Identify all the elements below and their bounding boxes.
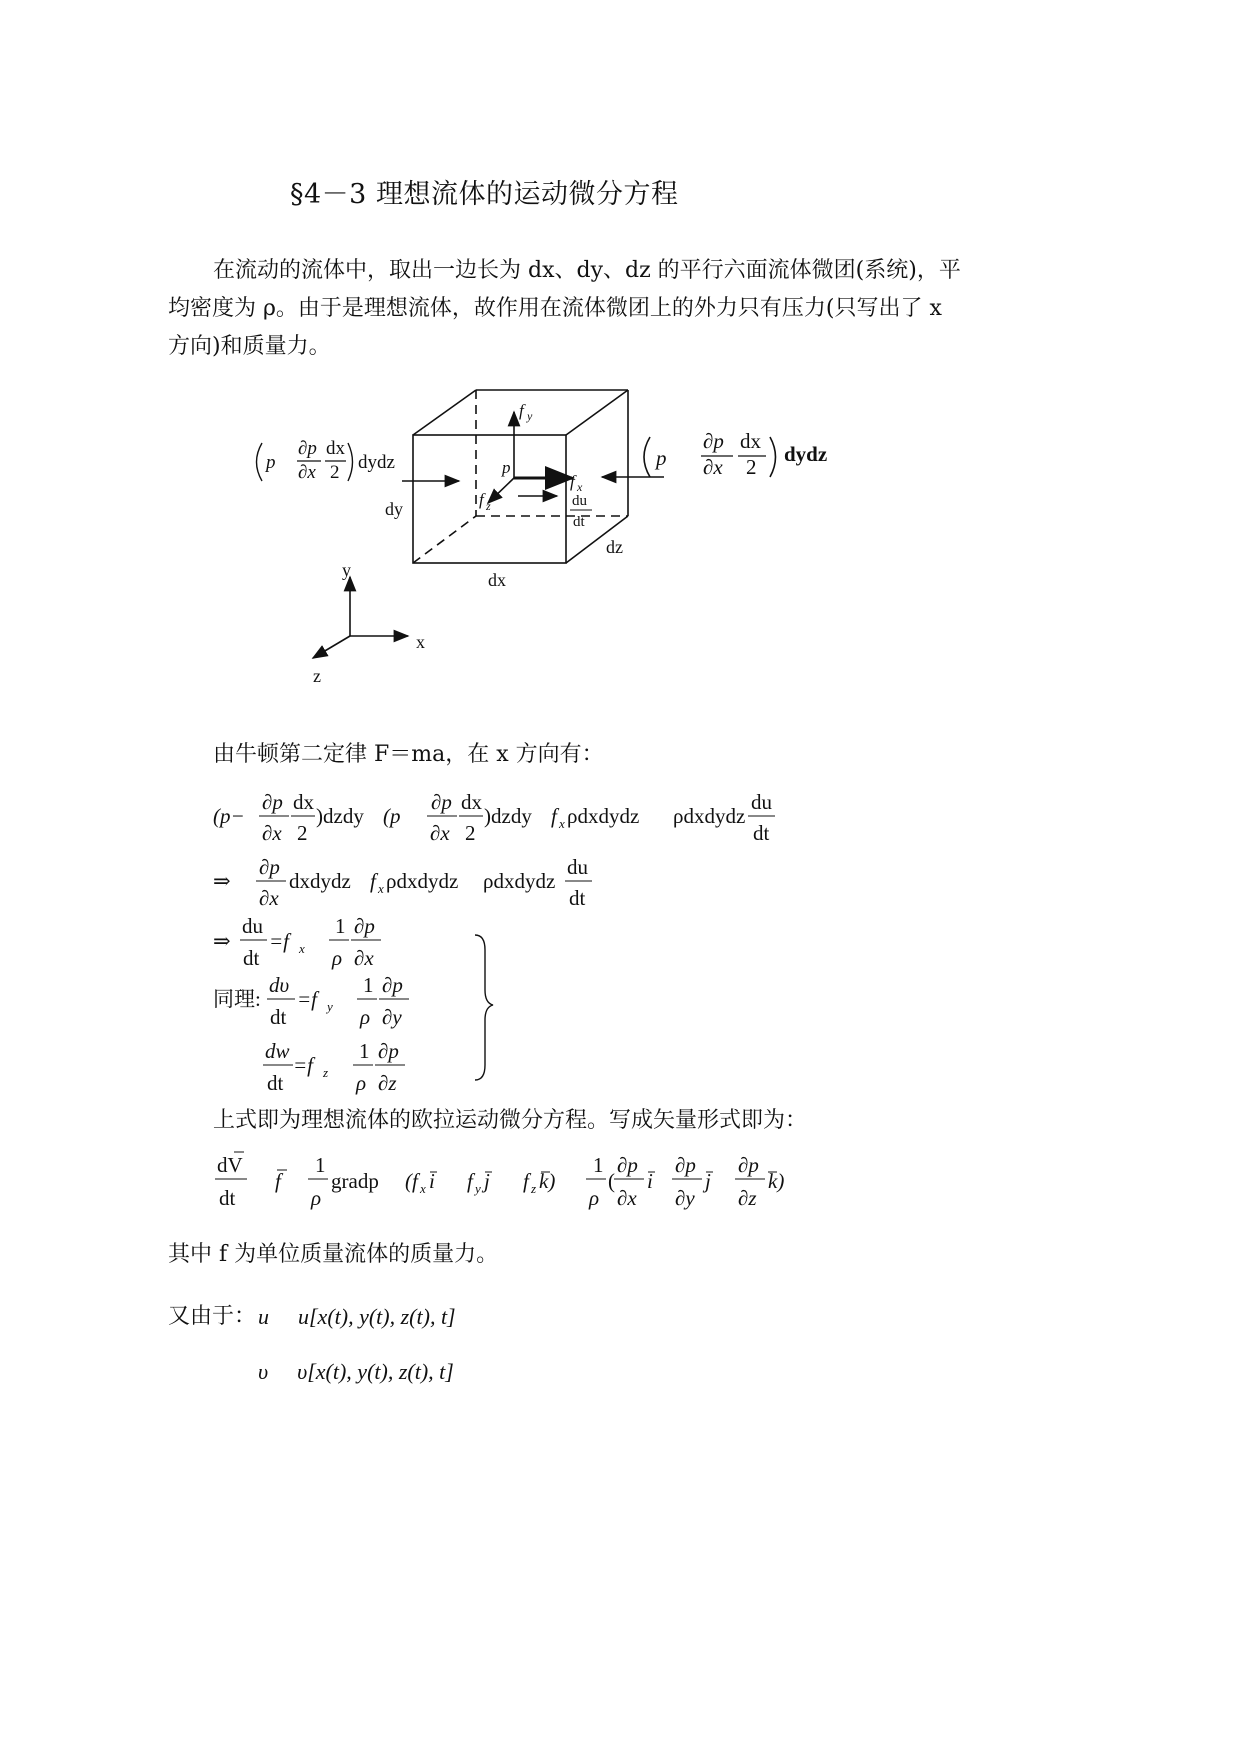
svg-text:x: x <box>299 941 305 956</box>
svg-text:)dzdy: )dzdy <box>316 804 364 828</box>
svg-text:∂y: ∂y <box>382 1005 402 1029</box>
svg-text:∂x: ∂x <box>298 462 316 483</box>
svg-text:f: f <box>551 804 557 828</box>
fluid-element-diagram <box>0 370 1241 700</box>
intro-line-3: 方向)和质量力。 <box>168 334 331 359</box>
dx-label: dx <box>488 570 506 590</box>
svg-text:(p−: (p− <box>213 804 245 828</box>
svg-text:(p: (p <box>383 804 401 828</box>
left-force-label <box>257 438 395 483</box>
svg-text:2: 2 <box>746 455 757 479</box>
svg-text:dt: dt <box>569 886 586 910</box>
svg-text:2: 2 <box>330 462 340 483</box>
svg-text:∂z: ∂z <box>378 1071 397 1095</box>
svg-text:2: 2 <box>297 821 308 845</box>
svg-text:dυ: dυ <box>269 973 290 997</box>
svg-text:f: f <box>523 1169 529 1193</box>
euler-equations-system <box>205 910 515 1100</box>
svg-text:1: 1 <box>359 1039 370 1063</box>
also-prefix: 又由于： <box>168 1304 257 1329</box>
u-equation: u u[x(t), y(t), z(t), t] <box>258 1304 456 1329</box>
svg-text:i: i <box>429 1169 435 1193</box>
vector-equation <box>205 1148 805 1218</box>
v-equation: υ υ[x(t), y(t), z(t), t] <box>258 1359 454 1384</box>
svg-text:gradp: gradp <box>331 1169 379 1193</box>
svg-text:f: f <box>275 1169 281 1193</box>
svg-text:i: i <box>647 1169 653 1193</box>
svg-text:ρdxdydz: ρdxdydz <box>483 869 556 893</box>
svg-text:2: 2 <box>465 821 476 845</box>
svg-text:∂x: ∂x <box>262 821 282 845</box>
svg-text:y: y <box>527 409 533 423</box>
axis-y-label: y <box>342 560 351 580</box>
svg-text:dt: dt <box>243 946 260 970</box>
svg-text:)dzdy: )dzdy <box>484 804 532 828</box>
svg-text:1: 1 <box>593 1153 604 1177</box>
svg-text:y: y <box>327 999 333 1014</box>
where-text: 其中 f 为单位质量流体的质量力。 <box>168 1242 499 1267</box>
dz-label: dz <box>606 537 623 557</box>
euler-text: 上式即为理想流体的欧拉运动微分方程。写成矢量形式即为： <box>213 1108 808 1133</box>
svg-text:⇒: ⇒ <box>213 929 231 953</box>
svg-text:∂p: ∂p <box>259 855 280 879</box>
p-label: p <box>502 458 511 477</box>
right-brace <box>475 935 493 1080</box>
svg-text:y: y <box>475 1181 481 1196</box>
svg-text:dV: dV <box>217 1153 243 1177</box>
svg-text:(: ( <box>608 1169 615 1193</box>
svg-text:∂x: ∂x <box>259 886 279 910</box>
svg-text:∂p: ∂p <box>378 1039 399 1063</box>
svg-text:x: x <box>378 881 384 896</box>
svg-text:∂p: ∂p <box>703 429 724 453</box>
svg-text:z: z <box>323 1065 329 1080</box>
svg-text:dx: dx <box>461 790 482 814</box>
svg-text:∂p: ∂p <box>382 973 403 997</box>
dudt-den: dt <box>573 514 585 530</box>
svg-text:ρ: ρ <box>356 1071 367 1095</box>
intro-line-1: 在流动的流体中，取出一边长为 dx、dy、dz 的平行六面流体微团(系统)，平 <box>213 258 961 283</box>
fy-label: f <box>519 401 524 420</box>
intro-line-2: 均密度为 ρ。由于是理想流体，故作用在流体微团上的外力只有压力(只写出了 x <box>168 296 942 321</box>
svg-text:∂x: ∂x <box>430 821 450 845</box>
force-arrows <box>402 412 664 503</box>
svg-text:=f: =f <box>293 1053 314 1077</box>
svg-text:p: p <box>266 452 276 473</box>
svg-text:x: x <box>420 1181 426 1196</box>
newton-line: 由牛顿第二定律 F＝ma，在 x 方向有： <box>213 742 604 767</box>
svg-text:∂p: ∂p <box>431 790 452 814</box>
right-force-label <box>644 429 827 479</box>
svg-text:∂p: ∂p <box>675 1153 696 1177</box>
svg-text:∂y: ∂y <box>675 1186 695 1210</box>
svg-text:∂p: ∂p <box>354 914 375 938</box>
svg-text:j: j <box>705 1169 711 1193</box>
svg-text:∂p: ∂p <box>617 1153 638 1177</box>
axis-z-label: z <box>313 666 321 686</box>
svg-text:z: z <box>531 1181 537 1196</box>
svg-text:du: du <box>567 855 588 879</box>
svg-text:∂x: ∂x <box>617 1186 637 1210</box>
svg-text:ρ: ρ <box>360 1005 371 1029</box>
svg-text:du: du <box>751 790 772 814</box>
svg-text:∂x: ∂x <box>354 946 374 970</box>
page-title: §4－3 理想流体的运动微分方程 <box>290 179 679 210</box>
svg-text:同理:: 同理: <box>213 987 261 1011</box>
svg-text:∂p: ∂p <box>262 790 283 814</box>
svg-text:j: j <box>484 1169 490 1193</box>
svg-text:∂z: ∂z <box>738 1186 757 1210</box>
coordinate-axes <box>313 577 408 658</box>
svg-text:dx: dx <box>293 790 314 814</box>
svg-text:p: p <box>656 446 667 470</box>
dy-label: dy <box>385 499 403 519</box>
svg-text:du: du <box>242 914 263 938</box>
svg-text:z: z <box>486 499 491 513</box>
svg-text:f: f <box>467 1169 473 1193</box>
axis-x-label: x <box>416 632 425 652</box>
svg-text:dx: dx <box>740 429 761 453</box>
fz-arrow <box>488 478 514 503</box>
svg-text:dydz: dydz <box>358 452 395 473</box>
svg-text:f: f <box>370 869 376 893</box>
svg-text:dydz: dydz <box>784 442 828 466</box>
svg-text:x: x <box>559 816 565 831</box>
svg-text:ρdxdydz: ρdxdydz <box>673 804 746 828</box>
svg-text:ρdxdydz: ρdxdydz <box>567 804 640 828</box>
svg-text:k): k) <box>768 1169 785 1193</box>
svg-text:∂p: ∂p <box>298 438 317 459</box>
svg-text:∂x: ∂x <box>703 455 723 479</box>
svg-text:dxdydz: dxdydz <box>289 869 351 893</box>
svg-text:(f: (f <box>405 1169 418 1193</box>
svg-text:dw: dw <box>265 1039 290 1063</box>
dudt-num: du <box>572 493 587 509</box>
svg-text:ρdxdydz: ρdxdydz <box>386 869 459 893</box>
svg-text:=f: =f <box>269 929 290 953</box>
svg-text:1: 1 <box>363 973 374 997</box>
svg-text:ρ: ρ <box>589 1186 600 1210</box>
svg-text:k): k) <box>539 1169 556 1193</box>
svg-text:x: x <box>577 480 583 494</box>
svg-text:dt: dt <box>270 1005 287 1029</box>
svg-text:ρ: ρ <box>311 1186 322 1210</box>
equation-1 <box>205 785 825 855</box>
svg-text:dx: dx <box>326 438 345 459</box>
svg-text:dt: dt <box>219 1186 236 1210</box>
svg-text:1: 1 <box>315 1153 326 1177</box>
fz-label: f <box>479 490 484 509</box>
svg-text:⇒: ⇒ <box>213 869 231 893</box>
svg-text:dt: dt <box>753 821 770 845</box>
svg-text:∂p: ∂p <box>738 1153 759 1177</box>
svg-text:ρ: ρ <box>332 946 343 970</box>
fx-label: f <box>570 472 575 491</box>
svg-text:dt: dt <box>267 1071 284 1095</box>
svg-text:1: 1 <box>335 914 346 938</box>
svg-text:=f: =f <box>297 987 318 1011</box>
